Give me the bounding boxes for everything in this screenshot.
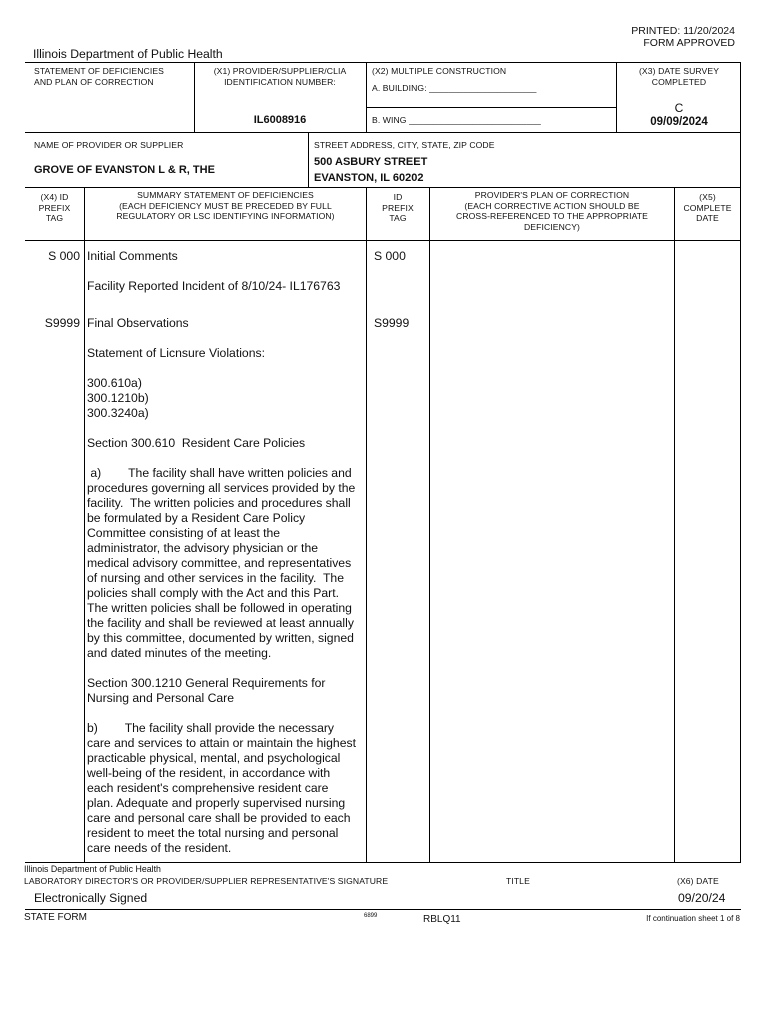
state-form: STATE FORM bbox=[24, 912, 87, 923]
address-label: STREET ADDRESS, CITY, STATE, ZIP CODE bbox=[314, 140, 495, 150]
x3-date: 09/09/2024 bbox=[650, 116, 708, 128]
signature-value: Electronically Signed bbox=[34, 891, 148, 905]
address-line1: 500 ASBURY STREET bbox=[314, 156, 428, 168]
statement-label: STATEMENT OF DEFICIENCIES AND PLAN OF CORRECTION bbox=[34, 66, 164, 87]
summary-header: SUMMARY STATEMENT OF DEFICIENCIES (EACH DEFICIENCY MUST BE PRECEDED BY FULL REGULATORY OR LSC IDENTIFYING INFORMATION) bbox=[116, 190, 335, 222]
title-label: TITLE bbox=[506, 876, 530, 886]
x2-label: (X2) MULTIPLE CONSTRUCTION bbox=[372, 66, 507, 76]
footer-rule bbox=[25, 909, 741, 910]
tag-s9999: S9999 bbox=[44, 316, 80, 330]
footer-agency: Illinois Department of Public Health bbox=[24, 864, 161, 874]
x1-label: (X1) PROVIDER/SUPPLIER/CLIA IDENTIFICATION NUMBER: bbox=[213, 66, 347, 87]
x2-building: A. BUILDING: ______________________ bbox=[372, 83, 537, 93]
tag-s000: S 000 bbox=[48, 249, 80, 263]
event-id: RBLQ11 bbox=[423, 914, 461, 925]
x5-header: (X5) COMPLETE DATE bbox=[683, 192, 732, 224]
continuation-sheet: If continuation sheet 1 of 8 bbox=[646, 914, 740, 923]
x1-value: IL6008916 bbox=[253, 114, 307, 126]
agency-name: Illinois Department of Public Health bbox=[33, 47, 223, 61]
x3-label: (X3) DATE SURVEY COMPLETED bbox=[638, 66, 720, 87]
entry-final-observations: Final Observations Statement of Licnsure Violations: 300.610a) 300.1210b) 300.3240a) Section 300.610 Resident Care Policies a) The facility shall have written policies and procedures governing all services provided by the facility. The written policies and procedures shall be formulated by a Resident Care Policy Committee consisting of at least the administrator, the advisory physician or the medical advisory committee, and representatives of nursing and other services in the facility. The policies shall comply with the Act and this Part. The written policies shall be followed in operating the facility and shall be reviewed at least annually by this committee, documented by written, signed and dated minutes of the meeting. Section 300.1210 General Requirements for Nursing and Personal Care b) The facility shall provide the necessary care and services to attain or maintain the highest practicable physical, mental, and psychological well-being of the resident, in accordance with each resident's comprehensive resident care plan. Adequate and properly supervised nursing care and personal care shall be provided to each resident to meet the total nursing and personal care needs of the resident. bbox=[87, 316, 356, 855]
x6-date-label: (X6) DATE bbox=[677, 876, 719, 886]
provider-name: GROVE OF EVANSTON L & R, THE bbox=[34, 164, 215, 176]
address-line2: EVANSTON, IL 60202 bbox=[314, 172, 424, 184]
form-number: 6899 bbox=[364, 913, 378, 919]
signed-date: 09/20/24 bbox=[678, 891, 726, 905]
x2-wing: B. WING ___________________________ bbox=[372, 115, 541, 125]
id-tag-s000: S 000 bbox=[374, 249, 406, 263]
entry-initial-comments: Initial Comments Facility Reported Incident of 8/10/24- IL176763 bbox=[87, 249, 341, 293]
signature-label: LABORATORY DIRECTOR'S OR PROVIDER/SUPPLIER REPRESENTATIVE'S SIGNATURE bbox=[24, 876, 389, 886]
form-approved: FORM APPROVED bbox=[643, 37, 735, 49]
id-header: ID PREFIX TAG bbox=[382, 192, 414, 224]
x4-header: (X4) ID PREFIX TAG bbox=[38, 192, 71, 224]
printed-date: PRINTED: 11/20/2024 bbox=[631, 25, 735, 37]
plan-header: PROVIDER'S PLAN OF CORRECTION (EACH CORRECTIVE ACTION SHOULD BE CROSS-REFERENCED TO THE APPROPRIATE DEFICIENCY) bbox=[456, 190, 648, 232]
id-tag-s9999: S9999 bbox=[374, 316, 410, 330]
x3-code: C bbox=[674, 101, 684, 115]
provider-name-label: NAME OF PROVIDER OR SUPPLIER bbox=[34, 140, 184, 150]
